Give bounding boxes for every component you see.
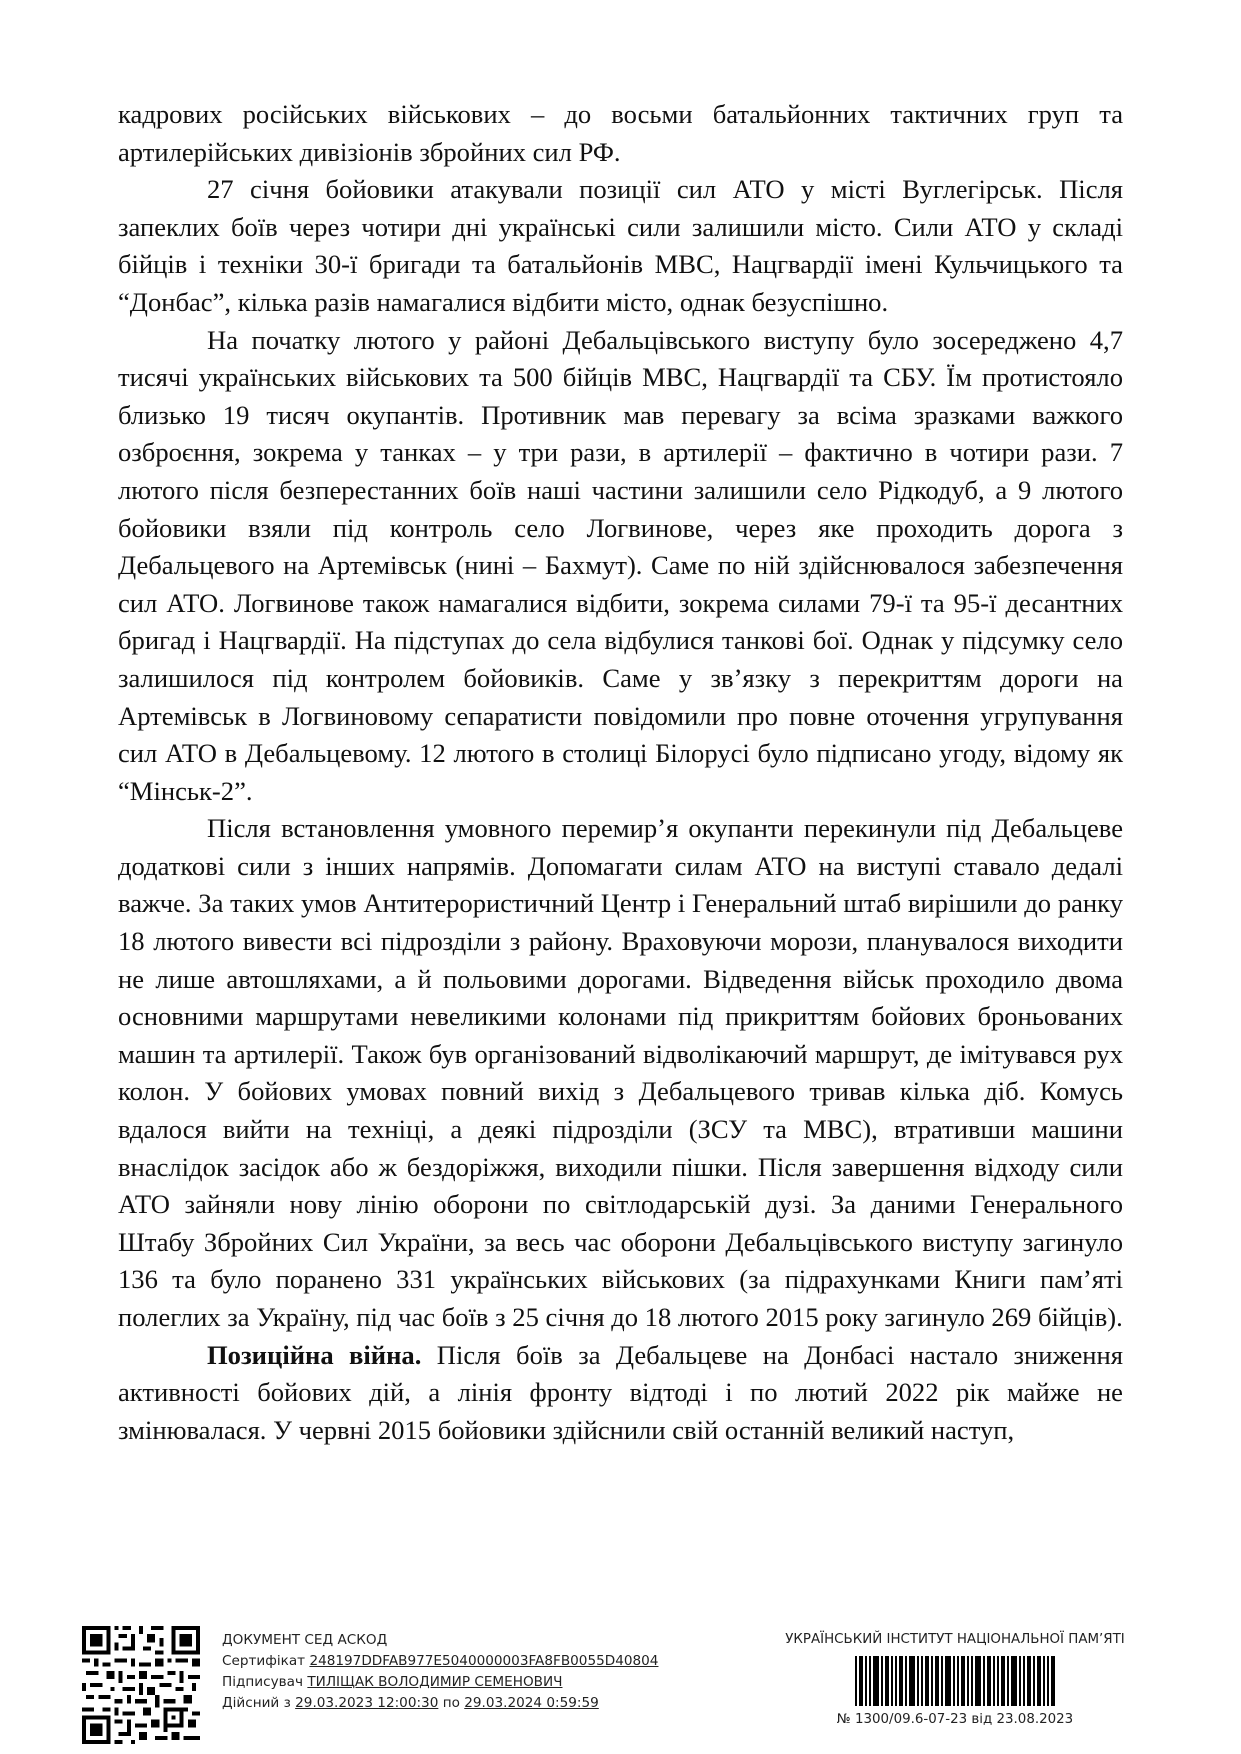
valid-to: 29.03.2024 0:59:59 — [464, 1695, 599, 1711]
document-body — [118, 96, 1123, 1449]
paragraph-1: кадрових російських військових – до восьми батальйонних тактичних груп та артилерійських дивізіонів збройних сил РФ. — [118, 99, 1123, 167]
paragraph-5 — [118, 1337, 1123, 1450]
valid-by-label: по — [442, 1695, 460, 1711]
qr-code-icon — [82, 1626, 200, 1744]
signature-info — [222, 1630, 658, 1714]
valid-label: Дійсний з — [222, 1695, 291, 1711]
certificate-label: Сертифікат — [222, 1653, 306, 1669]
section-heading: Позиційна війна. — [207, 1339, 422, 1370]
validity-row — [222, 1693, 658, 1714]
barcode-icon — [855, 1656, 1055, 1706]
signer-value: ТИЛІЩАК ВОЛОДИМИР СЕМЕНОВИЧ — [307, 1674, 563, 1690]
certificate-value: 248197DDFAB977E5040000003FA8FB0055D40804 — [309, 1653, 659, 1669]
paragraph-4: Після встановлення умовного перемир’я окупанти перекинули під Дебальцеве додаткові сили з інших напрямів. Допомагати силам АТО на виступі ставало дедалі важче. За таких умов Антитерористичний Центр і Генеральний штаб вирішили до ранку 18 лютого вивести всі підрозділи з району. Враховуючи морози, планувалося виходити не лише автошляхами, а й польовими дорогами. Відведення військ проходило двома основними маршрутами невеликими колонами під прикриттям бойових броньованих машин та артилерії. Також був організований відволікаючий маршрут, де імітувався рух колон. У бойових умовах повний вихід з Дебальцевого тривав кілька діб. Комусь вдалося вийти на техніці, а деякі підрозділи (ЗСУ та МВС), втративши машини внаслідок засідок або ж бездоріжжя, виходили пішки. Після завершення відходу сили АТО зайняли нову лінію оборони по світлодарській дузі. За даними Генерального Штабу Збройних Сил України, за весь час оборони Дебальцівського виступу загинуло 136 та було поранено 331 українських військових (за підрахунками Книги пам’яті полеглих за Україну, під час боїв з 25 січня до 18 лютого 2015 року загинуло 269 бійців). — [118, 813, 1123, 1332]
document-footer — [0, 1618, 1241, 1748]
paragraph-5-text: Після боїв за Дебальцеве на Донбасі настало зниження активності бойових дій, а лінія фронту відтоді і по лютий 2022 рік майже не змінювалася. У червні 2015 бойовики здійснили свій останній великий наступ, — [118, 1339, 1123, 1445]
valid-from: 29.03.2023 12:00:30 — [295, 1695, 439, 1711]
paragraph-3: На початку лютого у районі Дебальцівського виступу було зосереджено 4,7 тисячі українських військових та 500 бійців МВС, Нацгвардії та СБУ. Їм протистояло близько 19 тисяч окупантів. Противник мав перевагу за всіма зразками важкого озброєння, зокрема у танках – у три рази, в артилерії – фактично в чотири рази. 7 лютого після безперестанних боїв наші частини залишили село Рідкодуб, а 9 лютого бойовики взяли під контроль село Логвинове, через яке проходить дорога з Дебальцевого на Артемівськ (нині – Бахмут). Саме по ній здійснювалося забезпечення сил АТО. Логвинове також намагалися відбити, зокрема силами 79-ї та 95-ї десантних бригад і Нацгвардії. На підступах до села відбулися танкові бої. Однак у підсумку село залишилося під контролем бойовиків. Саме у зв’язку з перекриттям дороги на Артемівськ в Логвиновому сепаратисти повідомили про повне оточення угрупування сил АТО в Дебальцевому. 12 лютого в столиці Білорусі було підписано угоду, відому як “Мінськ-2”. — [118, 324, 1123, 806]
registration-number: № 1300/09.6-07-23 від 23.08.2023 — [836, 1712, 1074, 1727]
institute-name: УКРАЇНСЬКИЙ ІНСТИТУТ НАЦІОНАЛЬНОЇ ПАМ’ЯТІ — [785, 1632, 1125, 1647]
registration-block — [750, 1630, 1160, 1730]
signer-row — [222, 1672, 658, 1693]
certificate-row — [222, 1651, 658, 1672]
signer-label: Підписувач — [222, 1674, 304, 1690]
paragraph-2: 27 січня бойовики атакували позиції сил АТО у місті Вуглегірськ. Після запеклих боїв через чотири дні українські сили залишили місто. Сили АТО у складі бійців і техніки 30-ї бригади та батальйонів МВС, Нацгвардії імені Кульчицького та “Донбас”, кілька разів намагалися відбити місто, однак безуспішно. — [118, 174, 1123, 317]
sed-title: ДОКУМЕНТ СЕД АСКОД — [222, 1632, 388, 1648]
